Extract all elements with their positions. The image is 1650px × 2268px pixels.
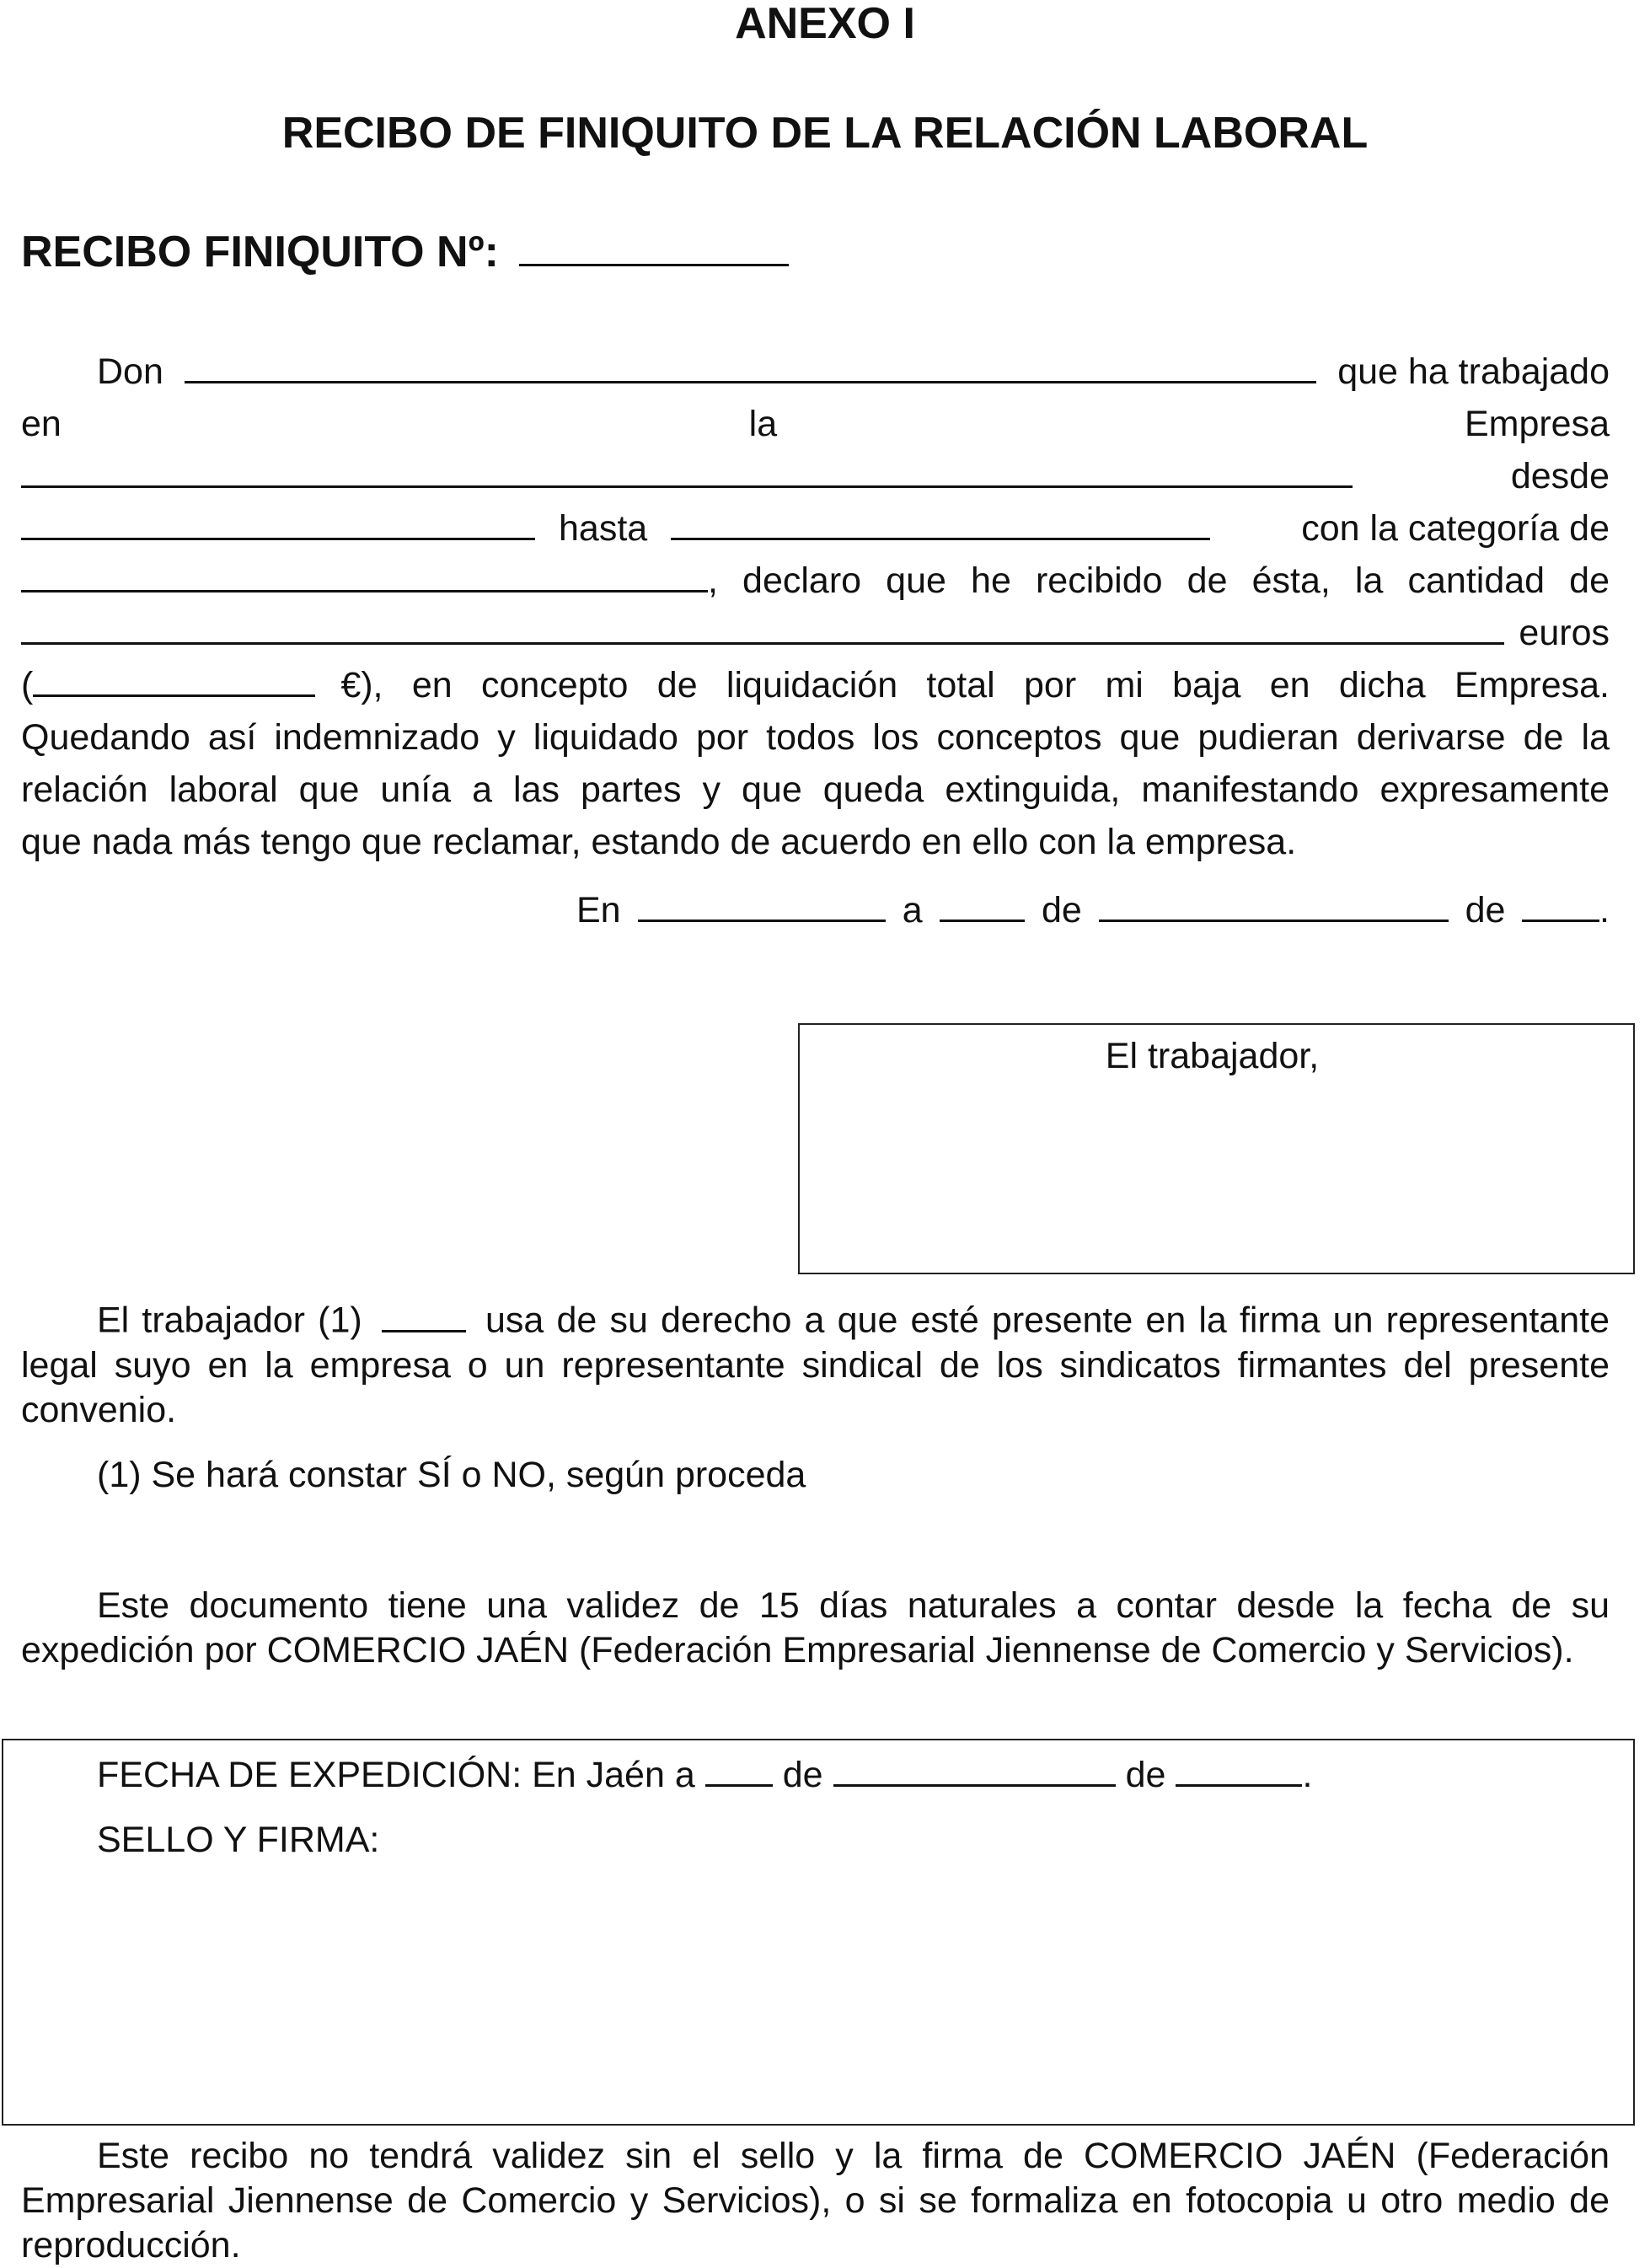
start-date-blank[interactable] — [21, 504, 535, 540]
category-label: con la categoría de — [1301, 508, 1610, 549]
date-dot: . — [1599, 890, 1610, 930]
issue-date-line — [97, 1749, 1312, 1801]
body-line-5 — [21, 555, 1610, 607]
date-a-label: a — [902, 890, 923, 930]
date-de-label-1: de — [1041, 890, 1082, 930]
worker-signature-box[interactable] — [798, 1023, 1635, 1274]
desde-label: desde — [1510, 456, 1610, 496]
representation-paragraph — [21, 1297, 1610, 1433]
body-line-8: Quedando así indemnizado y liquidado por todos los conceptos que pudieran derivarse de la — [21, 717, 1610, 758]
representation-rest: usa de su derecho a que esté presente en la firma un representante legal suyo en la empresa o un representante sindical de los sindicatos firmantes del presente convenio. — [21, 1300, 1610, 1430]
issue-month-blank[interactable] — [833, 1751, 1116, 1787]
issue-de-label-1: de — [782, 1755, 823, 1795]
issue-day-blank[interactable] — [705, 1751, 773, 1787]
concepto-text: €), en concepto de liquidación total por mi baja en dicha Empresa. — [340, 665, 1610, 705]
yes-no-blank[interactable] — [382, 1297, 466, 1332]
empresa-label: Empresa — [1464, 404, 1610, 444]
worker-signature-label: El trabajador, — [1105, 1036, 1320, 1076]
representation-start: El trabajador (1) — [97, 1300, 362, 1341]
body-line-1 — [21, 346, 1610, 398]
day-blank[interactable] — [940, 887, 1025, 922]
amount-number-blank[interactable] — [33, 661, 315, 697]
body-line-9: relación laboral que unía a las partes y que queda extinguida, manifestando expresamente — [21, 769, 1610, 810]
footnote: (1) Se hará constar SÍ o NO, según proceda — [97, 1455, 806, 1495]
don-label: Don — [97, 351, 163, 392]
issue-de-label-2: de — [1125, 1755, 1166, 1795]
la-label: la — [748, 404, 778, 444]
body-line-7 — [21, 659, 1610, 711]
footer-paragraph: Este recibo no tendrá validez sin el sello y la firma de COMERCIO JAÉN (Federación Empresarial Jiennense de Comercio y Servicios), o si se formaliza en fotocopia u otro medio de reproducción. — [21, 2136, 1610, 2265]
date-line — [576, 884, 1610, 936]
receipt-number-line — [21, 224, 789, 279]
body-line-6 — [21, 607, 1610, 659]
body-line-2 — [21, 398, 1610, 450]
company-name-blank[interactable] — [21, 452, 1353, 488]
month-blank[interactable] — [1099, 887, 1449, 922]
receipt-number-label: RECIBO FINIQUITO Nº: — [21, 227, 499, 276]
issue-dot: . — [1302, 1755, 1313, 1795]
document-title: RECIBO DE FINIQUITO DE LA RELACIÓN LABORAL — [281, 109, 1369, 158]
validity-paragraph: Este documento tiene una validez de 15 días naturales a contar desde la fecha de su expedición por COMERCIO JAÉN (Federación Empresarial Jiennense de Comercio y Servicios). — [21, 1585, 1610, 1670]
body-line-10: que nada más tengo que reclamar, estando de acuerdo en ello con la empresa. — [21, 822, 1297, 862]
amount-words-blank[interactable] — [21, 609, 1504, 645]
end-date-blank[interactable] — [671, 504, 1210, 540]
hasta-label: hasta — [559, 508, 648, 549]
year-blank[interactable] — [1522, 887, 1599, 922]
date-en-label: En — [576, 890, 621, 930]
date-de-label-2: de — [1465, 890, 1506, 930]
receipt-number-blank[interactable] — [519, 224, 789, 266]
annex-title: ANEXO I — [735, 0, 915, 48]
category-blank[interactable] — [21, 556, 708, 592]
issue-stamp-box[interactable] — [2, 1739, 1635, 2126]
issue-year-blank[interactable] — [1176, 1751, 1302, 1787]
worker-name-blank[interactable] — [185, 347, 1316, 383]
euros-label: euros — [1519, 613, 1610, 653]
paren-open: ( — [21, 665, 34, 705]
body-line-3 — [21, 450, 1610, 502]
en-label: en — [21, 404, 62, 444]
worked-label: que ha trabajado — [1337, 351, 1610, 392]
body-line-4 — [21, 502, 1610, 555]
stamp-signature-label: SELLO Y FIRMA: — [97, 1820, 380, 1860]
place-blank[interactable] — [638, 887, 886, 922]
declaro-text: , declaro que he recibido de ésta, la cantidad de — [708, 560, 1610, 601]
issue-date-label: FECHA DE EXPEDICIÓN: En Jaén a — [97, 1755, 695, 1795]
